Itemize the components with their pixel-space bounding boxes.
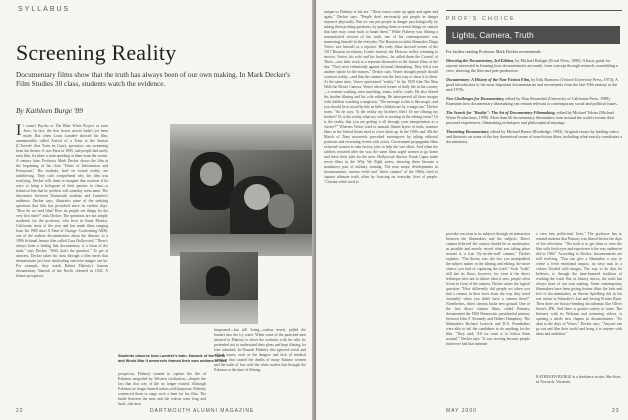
right-page-columns [316, 0, 628, 420]
page-number-left: 22 [16, 408, 24, 414]
entry-title: Directing the Documentary, 3rd Edition, [446, 58, 515, 63]
article-deck: Documentary films show that the truth has always been of our own making. In Mark Decker's Film Studies 30 class, students watch the evidence. [16, 70, 291, 89]
page-number-right: 23 [612, 408, 620, 414]
entry-body: edited by Alan Rosenthal (University of California Press, 1988). Examines how documentary filmmaking can remain relevant to contemporary social and political issues. [446, 96, 618, 106]
entry-body: by Erik Barnouw (Oxford University Press, 1974). A good introduction to the most important documentaries and movements from the late-19th century to the mid-1970s. [446, 77, 618, 92]
footer-issue-date: MAY 2000 [446, 408, 477, 414]
sidebar-title: Lights, Camera, Truth [446, 26, 620, 44]
text-column-2: prospector, Flaherty wanted to capture the life of Eskimos unspoiled by Western civilization—despite the fact that that way of life no longer existed. Although Eskimos no longer hunted walrus with harpoons, Flaherty convinced them to stage such a hunt for his film. The battle between the men and the walrus went long and hard—the men [118, 372, 206, 406]
sidebar-tag: PROF'S CHOICE [446, 16, 516, 22]
right-text-column-3: a view into politicians' lives." The professor has to remind students that Primary was filmed before the days of live television. "The trick is to get them to view the film with fresh eyes and experience it the way audiences did in 1960." According to Decker, documentaries are still evolving. "You can give a filmmaker a way to create a fresh emotional impact, no easy task in a culture flooded with images. The way to do that, he believes, is through the time-honored tradition of working the truth. But as history shows, the truth has always been of our own making. Some contemporary filmmakers have been giving feature films the look and feel of documentaries, as Steven Spielberg did in his war action in Schindler's List and Saving Private Ryan. Then there are history-bending docudramas like Oliver Stone's JFK. And there is greater variety to come. The Internet, with its Webcam and streaming videos, is opening a whole new chapter in documentaries. "It's akin to the days of Vertov," Decker says. "Anyone can go out and film their world and bring it to anyone with ideas and ambition." [536, 232, 622, 336]
right-text-column-1: unique to Flaherty or his era. "These issues come up again and again and again," Decker says. "People don't necessarily put people in danger anymore physically. But we can put people in danger psychologically by asking them probing questions, by getting them to reveal things on camera that later may come back to haunt them." While Flaherty was filming a romanticized version of the truth, one of his contemporaries was immersing himself in the everyday. The Russian socialist filmmaker Dziga Vertov saw himself as a reporter. His early films showed scenes of the 1917 Russian revolution, Lenin's funeral, the Moscow trolley returning to service. Vertov, his wife and his brother—he called them the Council of Three—saw their work as a separate alternative to the feature films of the day. "They were vehemently against fictional filmmaking. They felt it was another opiate for the masses," Decker says. Vertov thought people should confront reality—and that the camera was the best way to show it to them. At the same time, Vertov questioned "reality." In his 1929 film The Man With the Movie Camera, Vertov showed scenes of daily life in his country—a woman washing, men marching, trains, traffic, roads. He also filmed his brother filming and his wife editing. He interspersed all these images with children watching a magician. "The message is this is like magic, and you should be as awed by this as little children are by a magician," Decker notes. "So he says, 'Is the reality my brother's film? Or me filming my brother? Or is the reality what my wife is creating in the editing room? Or is the reality that you are getting it all through your interpretation as a viewer?'" Whereas Vertov tried to unmask filmed layers of truth, wartime films in the United States tried to cover them up. In the 1930s and '40s the March of Time newsreels provoked moviegoers by taking editorial positions and recreating events with actors. Government propaganda films exhorted women to take factory jobs to help the war effort. And when the soldiers returned after the war, the same films urged women to go home and leave their jobs for the men. Hollywood director Frank Capra made seven films in the Why We Fight series, showing them because a mandatory part of military training. The near major developments in documentaries, cinema vérité and "direct cinema" of the 1960s, tried to capture ultimate truth, often by focusing on everyday lives of people. "Cinema vérité tried to [324, 10, 438, 184]
entry-title: The Search for "Reality": The Art of Documentary Filmmaking, [446, 110, 556, 115]
article-byline: By Kathleen Burge '89 [16, 106, 83, 115]
left-page [0, 0, 312, 420]
entry-body: edited by Michael Tobias (Michael Wiese Productions, 1998). More than 60 documentary filmmakers from around the world recount their personal experiences, filmmaking techniques and philosophical musings. [446, 110, 615, 125]
right-text-column-2: provoke reactions in its subjects through an interaction between the filmmakers and the subjects. Direct cinema believed the camera should be as unobtrusive as possible and merely record what was taking place around it, a true 'fly-on-the-wall' camera," Decker explains. "The theory was, the less you manipulated the subject matter in the filming and editing, the more chance you had of capturing the truth." Such "truth" still has its flaws, however, for even if the direct technique tries not to distort what it sees, people often frown in front of the camera. Decker raises the logical question: "How differently did people act when you had a camera in their faces from the way they acted 'normally' when you didn't have a camera there?" Nonetheless, direct cinema broke new ground. One of the first direct cinema films, called Primary, documented the 1960 Democratic presidential primary between John F. Kennedy and Hubert Humphrey. The filmmakers Richard Leacock and D.A. Pennebaker were able to tail the candidates to do anything for the film. "They said, 'All we want is to follow them around,'" Decker says. "It was riveting because people had never had that intimate [446, 232, 530, 346]
text-column-1 [16, 124, 108, 406]
entry-title: Documentary: A History of the Non-Fiction Film, [446, 77, 531, 82]
entry-body: edited by Michael Renov (Routledge, 1993). Original essays by leading critics and theorists on some of the key theoretical issues of non-fiction films, including what exactly constitutes a documentary. [446, 129, 622, 144]
photo-nanook-family [170, 124, 312, 256]
text-column-3: harpooned—but still living—walrus nearly pulled the hunters into the icy water. When some of the panicked men shouted to Flaherty to shoot the walruses with his rifle, he pretended not to understand their pleas and kept filming, he later admitted. In Nanook Flaherty also ignored social and ethical issues, such as the dangers and lack of medical attention that caused the deaths of many Eskimo women and the trade of furs with the white traders that brought the Eskimos at the time of filming. [214, 328, 306, 372]
column-1-body: t wasn't Psycho or The Blair Witch Project or even Jaws. In fact, the first horror movie hadn't yet been made. But when Louis Lumière showed his film, unmemorably called Arrival of a Train at the Station (L'Arrivée d'un Train en Gare), spectators ran screaming from the theater. It was Paris in 1895, and people had rarely seen film, let alone a train speeding at them from the screen. A century later, Professor Mark Decker shows the film at the beginning of his class "Films of Information and Persuasion." His students, bred on virtual reality, are unbelieving. They can't comprehend why the film was terrifying. Decker tells them to imagine that reaction if he were to bring a hologram of their parents to class—a technical feat that he predicts will someday seem tame. The disconnect between Dartmouth students and Lumière's audience, Decker says, illustrates some of the undying questions that film has provoked since its earliest days. "How do we read film? How do people see things for the very first time?" asks Decker. The questions are not simply academic for the professor, who lives in Santa Monica, California, most of the year and has made films ranging from his 1985 short A Time of Change: Confronting AIDS, one of the earliest documentaries about the disease, to a 1996 fictional feature film called Casa Hollywood. "There's always been a feeling that documentary is a form of the truth," says Decker. "Well, that's the question." To get at answers, Decker takes his class through a film series that demonstrates just how misleading onscreen images can be. For example, they watch Robert Flaherty's famous documentary Nanook of the North, released in 1922. A former prospector, [16, 124, 108, 278]
drop-cap: I [16, 124, 22, 139]
author-note: KATHLEEN BURGE is a freelance writer. She lives in Norwich, Vermont. [536, 374, 621, 384]
entry-body: by Michael Rabiger (Focal Press, 1998). A basic guide for anyone interested in learning how documentaries are made, from concept through research, assembling a crew, shooting the film and post-production. [446, 58, 618, 73]
footer-magazine-name: DARTMOUTH ALUMNI MAGAZINE [150, 408, 255, 414]
entry-title: New Challenges for Documentary, [446, 96, 505, 101]
section-label: SYLLABUS [18, 6, 71, 13]
article-title: Screening Reality [16, 40, 177, 65]
photo-hunter-on-ice [180, 252, 258, 324]
sidebar-intro: For further reading Professor Mark Decker recommends: [446, 49, 542, 54]
photo-caption: Students observe how Lumière's train, Nanook of the North and World War II newsreels framed their own notions of fact. [118, 354, 228, 363]
entry-title: Theorizing Documentary, [446, 129, 490, 134]
